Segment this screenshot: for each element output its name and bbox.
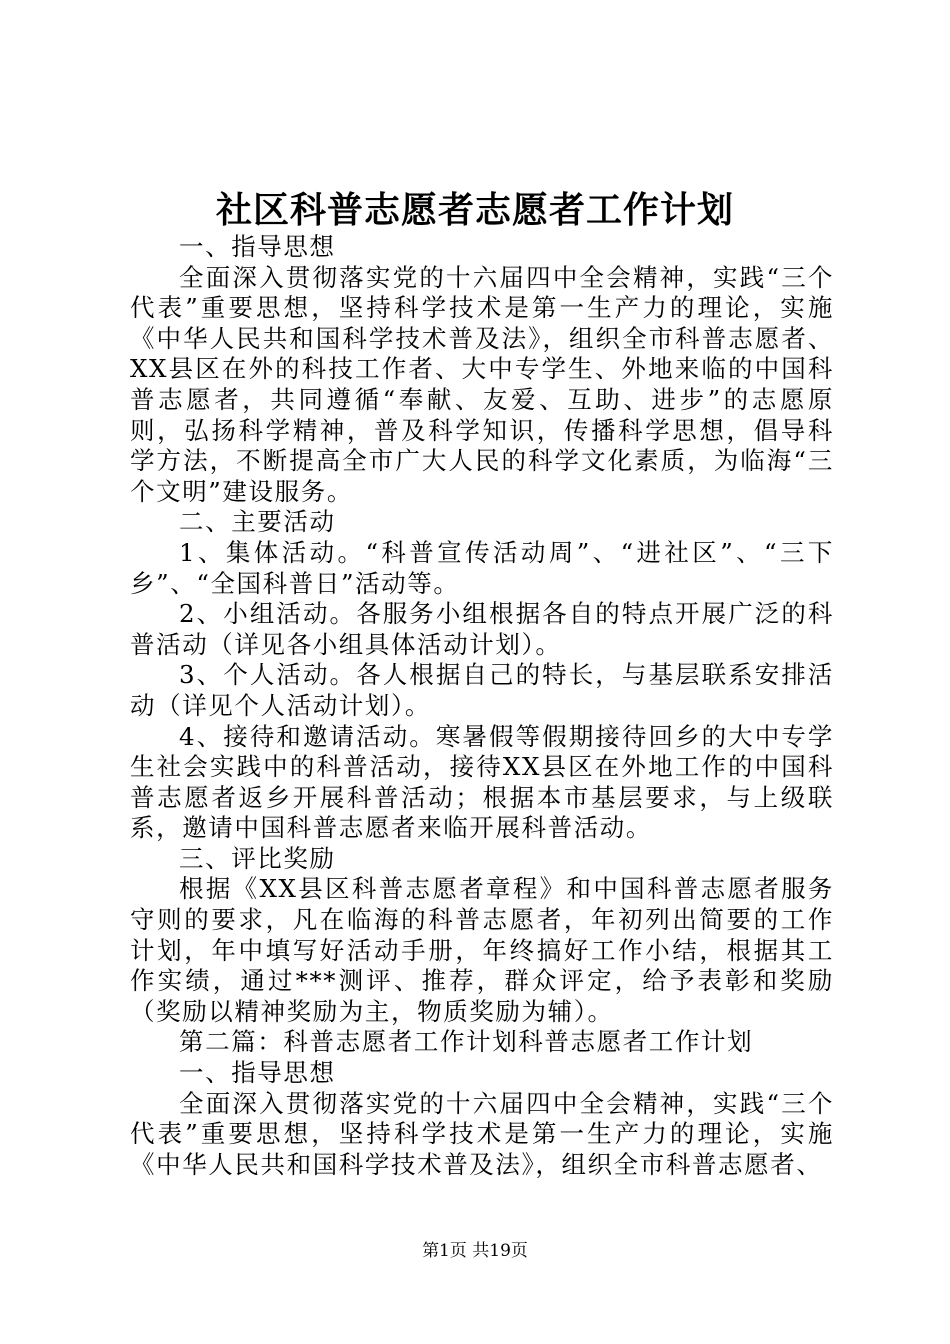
section-heading: 三、评比奖励 bbox=[179, 843, 336, 873]
page-number-footer: 第1页 共19页 bbox=[422, 1241, 528, 1261]
body-paragraph: 4、接待和邀请活动。寒暑假等假期接待回乡的大中专学生社会实践中的科普活动，接待XX县区在外地工作的中国科普志愿者返乡开展科普活动；根据本市基层要求，与上级联系，邀请中国科普志愿者来临开展科普活动。 bbox=[130, 721, 834, 843]
body-paragraph: 3、个人活动。各人根据自己的特长，与基层联系安排活动（详见个人活动计划）。 bbox=[130, 660, 834, 720]
section-heading: 一、指导思想 bbox=[179, 1058, 336, 1088]
body-paragraph: 根据《XX县区科普志愿者章程》和中国科普志愿者服务守则的要求，凡在临海的科普志愿者，年初列出简要的工作计划，年中填写好活动手册，年终搞好工作小结，根据其工作实绩，通过***测评、推荐，群众评定，给予表彰和奖励（奖励以精神奖励为主，物质奖励为辅）。 bbox=[130, 874, 834, 1026]
chapter-heading: 第二篇：科普志愿者工作计划科普志愿者工作计划 bbox=[179, 1027, 754, 1057]
body-paragraph: 1、集体活动。“科普宣传活动周”、“进社区”、“三下乡”、“全国科普日”活动等。 bbox=[130, 537, 834, 598]
body-paragraph: 全面深入贯彻落实党的十六届四中全会精神，实践“三个代表”重要思想，坚持科学技术是第一生产力的理论，实施《中华人民共和国科学技术普及法》，组织全市科普志愿者、 bbox=[130, 1088, 834, 1179]
section-heading: 二、主要活动 bbox=[179, 507, 336, 537]
document-body bbox=[130, 232, 834, 1180]
body-paragraph: 全面深入贯彻落实党的十六届四中全会精神，实践“三个代表”重要思想，坚持科学技术是第一生产力的理论，实施《中华人民共和国科学技术普及法》，组织全市科普志愿者、XX县区在外的科技工作者、大中专学生、外地来临的中国科普志愿者，共同遵循“奉献、友爱、互助、进步”的志愿原则，弘扬科学精神，普及科学知识，传播科学思想，倡导科学方法，不断提高全市广大人民的科学文化素质，为临海“三个文明”建设服务。 bbox=[130, 262, 834, 506]
body-paragraph: 2、小组活动。各服务小组根据各自的特点开展广泛的科普活动（详见各小组具体活动计划）。 bbox=[130, 599, 834, 659]
section-heading: 一、指导思想 bbox=[179, 232, 336, 261]
document-title: 社区科普志愿者志愿者工作计划 bbox=[215, 189, 734, 231]
